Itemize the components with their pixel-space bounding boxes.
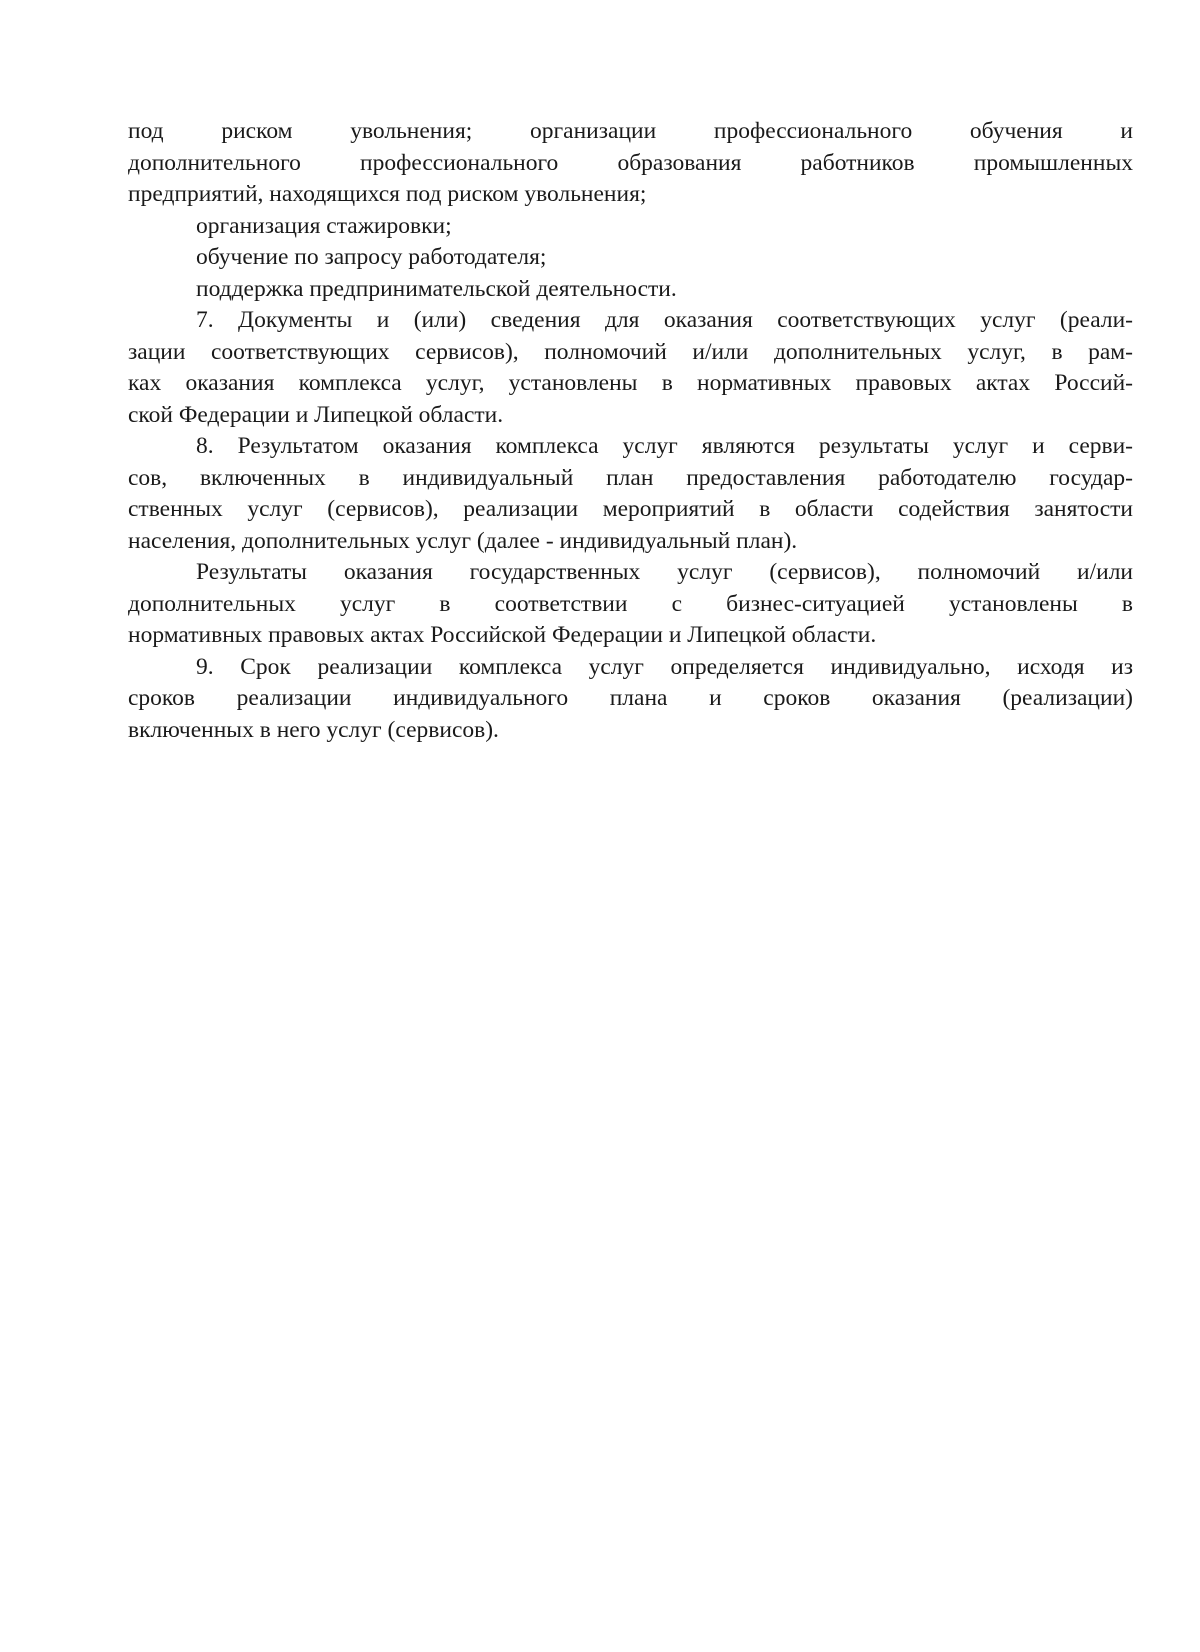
text-line: ках оказания комплекса услуг, установлены в нормативных правовых актах Россий- <box>128 370 1133 396</box>
text-line: под риском увольнения; организации профессионального обучения и <box>128 118 1133 144</box>
text-line: ственных услуг (сервисов), реализации мероприятий в области содействия занятости <box>128 496 1133 522</box>
text-line: дополнительного профессионального образования работников промышленных <box>128 149 1133 176</box>
text-line: зации соответствующих сервисов), полномочий и/или дополнительных услуг, в рам- <box>128 338 1133 365</box>
text-line: населения, дополнительных услуг (далее - индивидуальный план). <box>128 527 798 554</box>
list-item-business-support: поддержка предпринимательской деятельности. <box>196 275 677 302</box>
text-line: сроков реализации индивидуального плана и сроков оказания (реализации) <box>128 685 1133 711</box>
clause-9-start: 9. Срок реализации комплекса услуг определяется индивидуально, исходя из <box>196 653 1133 680</box>
clause-7-start: 7. Документы и (или) сведения для оказания соответствующих услуг (реали- <box>196 307 1133 333</box>
list-item-internship: организация стажировки; <box>196 212 452 239</box>
text-line: сов, включенных в индивидуальный план предоставления работодателю государ- <box>128 464 1133 491</box>
text-line: нормативных правовых актах Российской Федерации и Липецкой области. <box>128 622 877 648</box>
text-line: включенных в него услуг (сервисов). <box>128 716 499 743</box>
document-body <box>128 116 1133 746</box>
list-item-employer-training: обучение по запросу работодателя; <box>196 244 547 270</box>
results-paragraph-start: Результаты оказания государственных услуг (сервисов), полномочий и/или <box>196 559 1133 585</box>
clause-8-start: 8. Результатом оказания комплекса услуг являются результаты услуг и серви- <box>196 433 1133 459</box>
text-line: предприятий, находящихся под риском увольнения; <box>128 181 647 207</box>
text-line: дополнительных услуг в соответствии с бизнес-ситуацией установлены в <box>128 590 1133 617</box>
text-line: ской Федерации и Липецкой области. <box>128 401 504 428</box>
